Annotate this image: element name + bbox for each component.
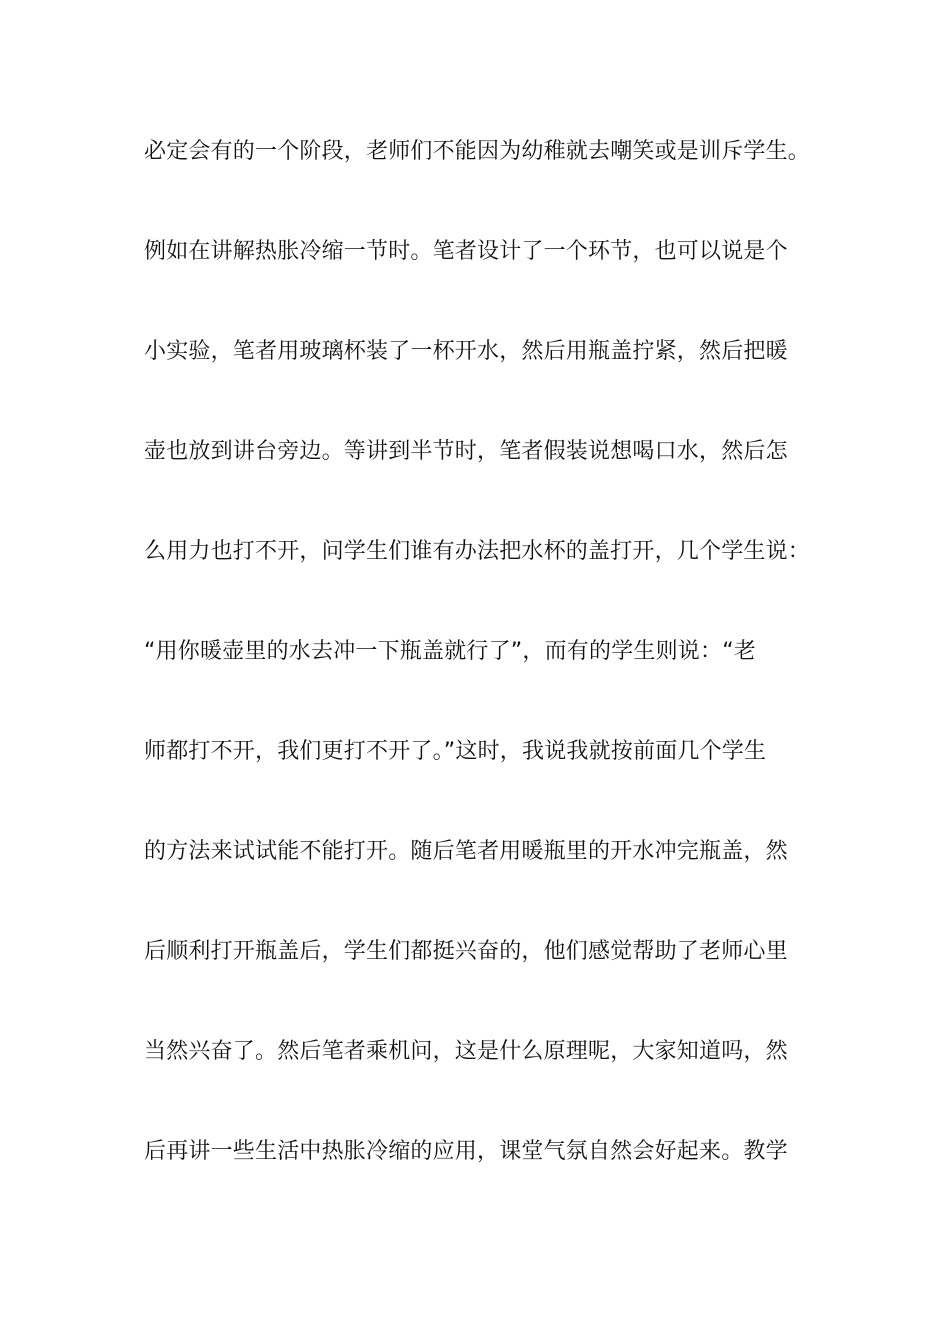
text-line-7: 师都打不开，我们更打不开了。”这时，我说我就按前面几个学生: [144, 739, 767, 764]
text-line-11: 后再讲一些生活中热胀冷缩的应用，课堂气氛自然会好起来。教学: [144, 1139, 788, 1164]
text-line-10: 当然兴奋了。然后笔者乘机问，这是什么原理呢，大家知道吗，然: [144, 1039, 788, 1064]
text-line-5: 么用力也打不开，问学生们谁有办法把水杯的盖打开，几个学生说：: [144, 539, 811, 564]
text-line-6: “用你暖壶里的水去冲一下瓶盖就行了”，而有的学生则说：“老: [144, 639, 756, 664]
text-line-4: 壶也放到讲台旁边。等讲到半节时，笔者假装说想喝口水，然后怎: [144, 439, 788, 464]
body-text: [144, 128, 824, 1228]
text-line-2: 例如在讲解热胀冷缩一节时。笔者设计了一个环节，也可以说是个: [144, 239, 788, 264]
text-line-9: 后顺利打开瓶盖后，学生们都挺兴奋的，他们感觉帮助了老师心里: [144, 939, 788, 964]
text-line-3: 小实验，笔者用玻璃杯装了一杯开水，然后用瓶盖拧紧，然后把暖: [144, 339, 788, 364]
text-line-1: 必定会有的一个阶段，老师们不能因为幼稚就去嘲笑或是训斥学生。: [144, 139, 811, 164]
text-line-8: 的方法来试试能不能打开。随后笔者用暖瓶里的开水冲完瓶盖，然: [144, 839, 788, 864]
